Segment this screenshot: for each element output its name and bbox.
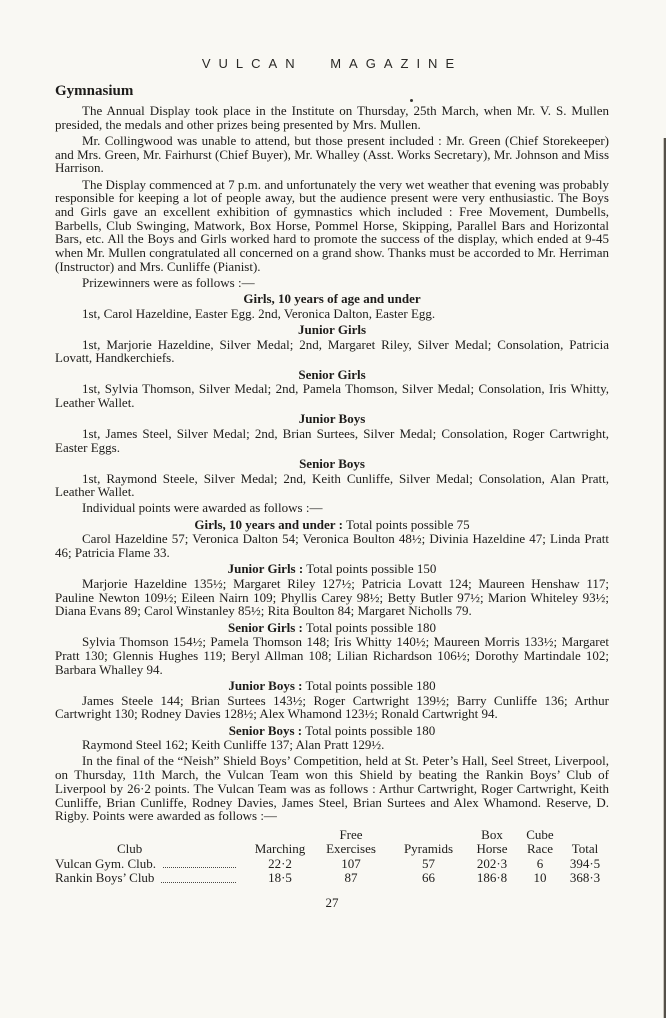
paragraph-prizewinners-intro: Prizewinners were as follows :— [82, 274, 255, 290]
cell-box-horse: 202·3 [476, 855, 508, 871]
col-header-cube: Cube [526, 826, 554, 842]
ink-speck-artifact [410, 99, 413, 102]
cell-total: 368·3 [569, 870, 601, 886]
club-name: Vulcan Gym. Club. [55, 855, 157, 871]
points-heading-subtitle: Total points possible 180 [305, 619, 437, 635]
points-heading-label: Junior Girls : [227, 561, 304, 577]
prize-heading-senior-girls: Senior Girls [298, 366, 366, 382]
points-heading-label: Senior Girls : [227, 619, 303, 635]
prize-heading-girls-10: Girls, 10 years of age and under [243, 291, 421, 307]
cell-cube-race: 10 [533, 870, 547, 886]
table-header-row-top [55, 828, 609, 843]
points-heading-label: Senior Boys : [228, 722, 303, 738]
points-heading-subtitle: Total points possible 180 [305, 677, 436, 693]
points-table [55, 828, 609, 886]
points-heading-senior-girls [55, 621, 609, 635]
col-header-free: Free [339, 826, 363, 842]
col-header-club: Club [117, 841, 143, 857]
prize-text-senior-boys: 1st, Raymond Steele, Silver Medal; 2nd, Keith Cunliffe, Silver Medal; Consolation, Alan Pratt, Leather Wallet. [55, 470, 609, 500]
cell-pyramids: 57 [422, 855, 435, 871]
points-text-girls-10: Carol Hazeldine 57; Veronica Dalton 54; Veronica Boulton 48½; Divinia Hazeldine 47; Linda Pratt 46; Patricia Flame 33. [55, 531, 609, 561]
paragraph-neish-shield: In the final of the “Neish” Shield Boys’ Competition, held at St. Peter’s Hall, Seel Street, Liverpool, on Thursday, 11th March, the Vulcan Team won this Shield by beating the Rankin Boys’ Club of Liverpool by 26·2 points. The Vulcan Team was as follows : Arthur Cartwright, Roger Cartwright, Keith Cunliffe, Brian Cunliffe, Rodney Davies, James Steel, Brian Surtees and Alex Whamond. Reserve, D. Rigby. Points were awarded as follows :— [55, 753, 609, 824]
page-number: 27 [325, 894, 339, 910]
points-heading-label: Girls, 10 years and under : [194, 516, 343, 532]
dotted-leader [163, 867, 236, 868]
cell-marching: 22·2 [268, 855, 292, 871]
prize-text-junior-girls: 1st, Marjorie Hazeldine, Silver Medal; 2nd, Margaret Riley, Silver Medal; Consolation, Patricia Lovatt, Handkerchiefs. [55, 336, 609, 366]
cell-box-horse: 186·8 [476, 870, 508, 886]
points-heading-subtitle: Total points possible 150 [306, 561, 437, 577]
prize-text-girls-10: 1st, Carol Hazeldine, Easter Egg. 2nd, Veronica Dalton, Easter Egg. [82, 305, 436, 321]
paragraph-display-detail: The Display commenced at 7 p.m. and unfortunately the very wet weather that evening was probably responsible for keeping a lot of people away, but the audience present were very enthusiastic. The Boys and Girls gave an excellent exhibition of gymnastics which included : Free Movement, Dumbells, Barbells, Club Swinging, Matwork, Box Horse, Pommel Horse, Skipping, Parallel Bars and Horizontal Bars, etc. All the Boys and Girls worked hard to promote the success of the display, which ended at 9-45 when Mr. Mullen congratulated all concerned on a grand show. Thanks must be accorded to Mr. Herriman (Instructor) and Mrs. Cunliffe (Pianist). [55, 176, 609, 274]
prize-heading-senior-boys: Senior Boys [299, 455, 365, 471]
points-text-senior-girls: Sylvia Thomson 154½; Pamela Thomson 148; Iris Whitty 140½; Maureen Morris 133½; Margaret Pratt 130; Glennis Hughes 119; Beryl Allman 108; Lilian Richardson 106½; Dorothy Martindale 102; Barbara Whalley 94. [55, 634, 609, 677]
prize-text-senior-girls: 1st, Sylvia Thomson, Silver Medal; 2nd, Pamela Thomson, Silver Medal; Consolation, Iris Whitty, Leather Wallet. [55, 381, 609, 411]
cell-marching: 18·5 [268, 870, 292, 886]
points-heading-subtitle: Total points possible 75 [345, 516, 470, 532]
col-header-pyramids: Pyramids [403, 841, 454, 857]
paragraph-annual-display: The Annual Display took place in the Institute on Thursday, 25th March, when Mr. V. S. Mullen presided, the medals and other prizes being presented by Mrs. Mullen. [55, 103, 609, 132]
points-heading-junior-girls [55, 562, 609, 576]
magazine-title: VULCAN MAGAZINE [201, 56, 463, 71]
prize-heading-junior-girls: Junior Girls [297, 322, 367, 338]
cell-free-exercises: 87 [344, 870, 358, 886]
club-name: Rankin Boys’ Club [55, 870, 155, 886]
col-header-horse: Horse [476, 841, 508, 857]
col-header-box: Box [481, 826, 503, 842]
prize-heading-junior-boys: Junior Boys [298, 411, 366, 427]
table-row-rankin [55, 871, 609, 886]
paragraph-attendees: Mr. Collingwood was unable to attend, but those present included : Mr. Green (Chief Storekeeper) and Mrs. Green, Mr. Fairhurst (Chief Buyer), Mr. Whalley (Asst. Works Secretary), Mr. Johnson and Miss Harrison. [55, 132, 609, 176]
col-header-race: Race [527, 841, 553, 857]
points-heading-junior-boys [55, 679, 609, 693]
cell-free-exercises: 107 [341, 855, 361, 871]
points-text-junior-boys: James Steele 144; Brian Surtees 143½; Roger Cartwright 139½; Barry Cunliffe 136; Arthur Cartwright 130; Rodney Davies 128½; Alex Whamond 123½; Ronald Cartwright 94. [55, 692, 609, 722]
cell-pyramids: 66 [422, 870, 435, 886]
points-heading-girls-10 [55, 518, 609, 532]
cell-total: 394·5 [569, 855, 601, 871]
points-heading-label: Junior Boys : [228, 677, 303, 693]
paragraph-individual-points-intro: Individual points were awarded as follows :— [82, 500, 323, 516]
col-header-total: Total [571, 841, 599, 857]
article-title: Gymnasium [55, 83, 134, 99]
prize-text-junior-boys: 1st, James Steel, Silver Medal; 2nd, Brian Surtees, Silver Medal; Consolation, Roger Cartwright, Easter Eggs. [55, 425, 609, 455]
table-header-row [55, 842, 609, 857]
points-text-senior-boys: Raymond Steel 162; Keith Cunliffe 137; Alan Pratt 129½. [82, 737, 385, 753]
points-heading-senior-boys [55, 724, 609, 738]
col-header-exercises: Exercises [326, 841, 376, 857]
table-row-vulcan [55, 857, 609, 872]
cell-cube-race: 6 [536, 855, 544, 871]
col-header-marching: Marching [254, 841, 306, 857]
dotted-leader [161, 882, 236, 883]
points-text-junior-girls: Marjorie Hazeldine 135½; Margaret Riley 127½; Patricia Lovatt 124; Maureen Henshaw 117; Pauline Newton 109½; Eileen Nairn 109; Phyllis Carey 98½; Betty Butler 97½; Marion Whiteley 93½; Diana Evans 89; Carol Winstanley 85½; Rita Boulton 84; Margaret Nicholls 79. [55, 576, 609, 619]
points-heading-subtitle: Total points possible 180 [305, 722, 436, 738]
